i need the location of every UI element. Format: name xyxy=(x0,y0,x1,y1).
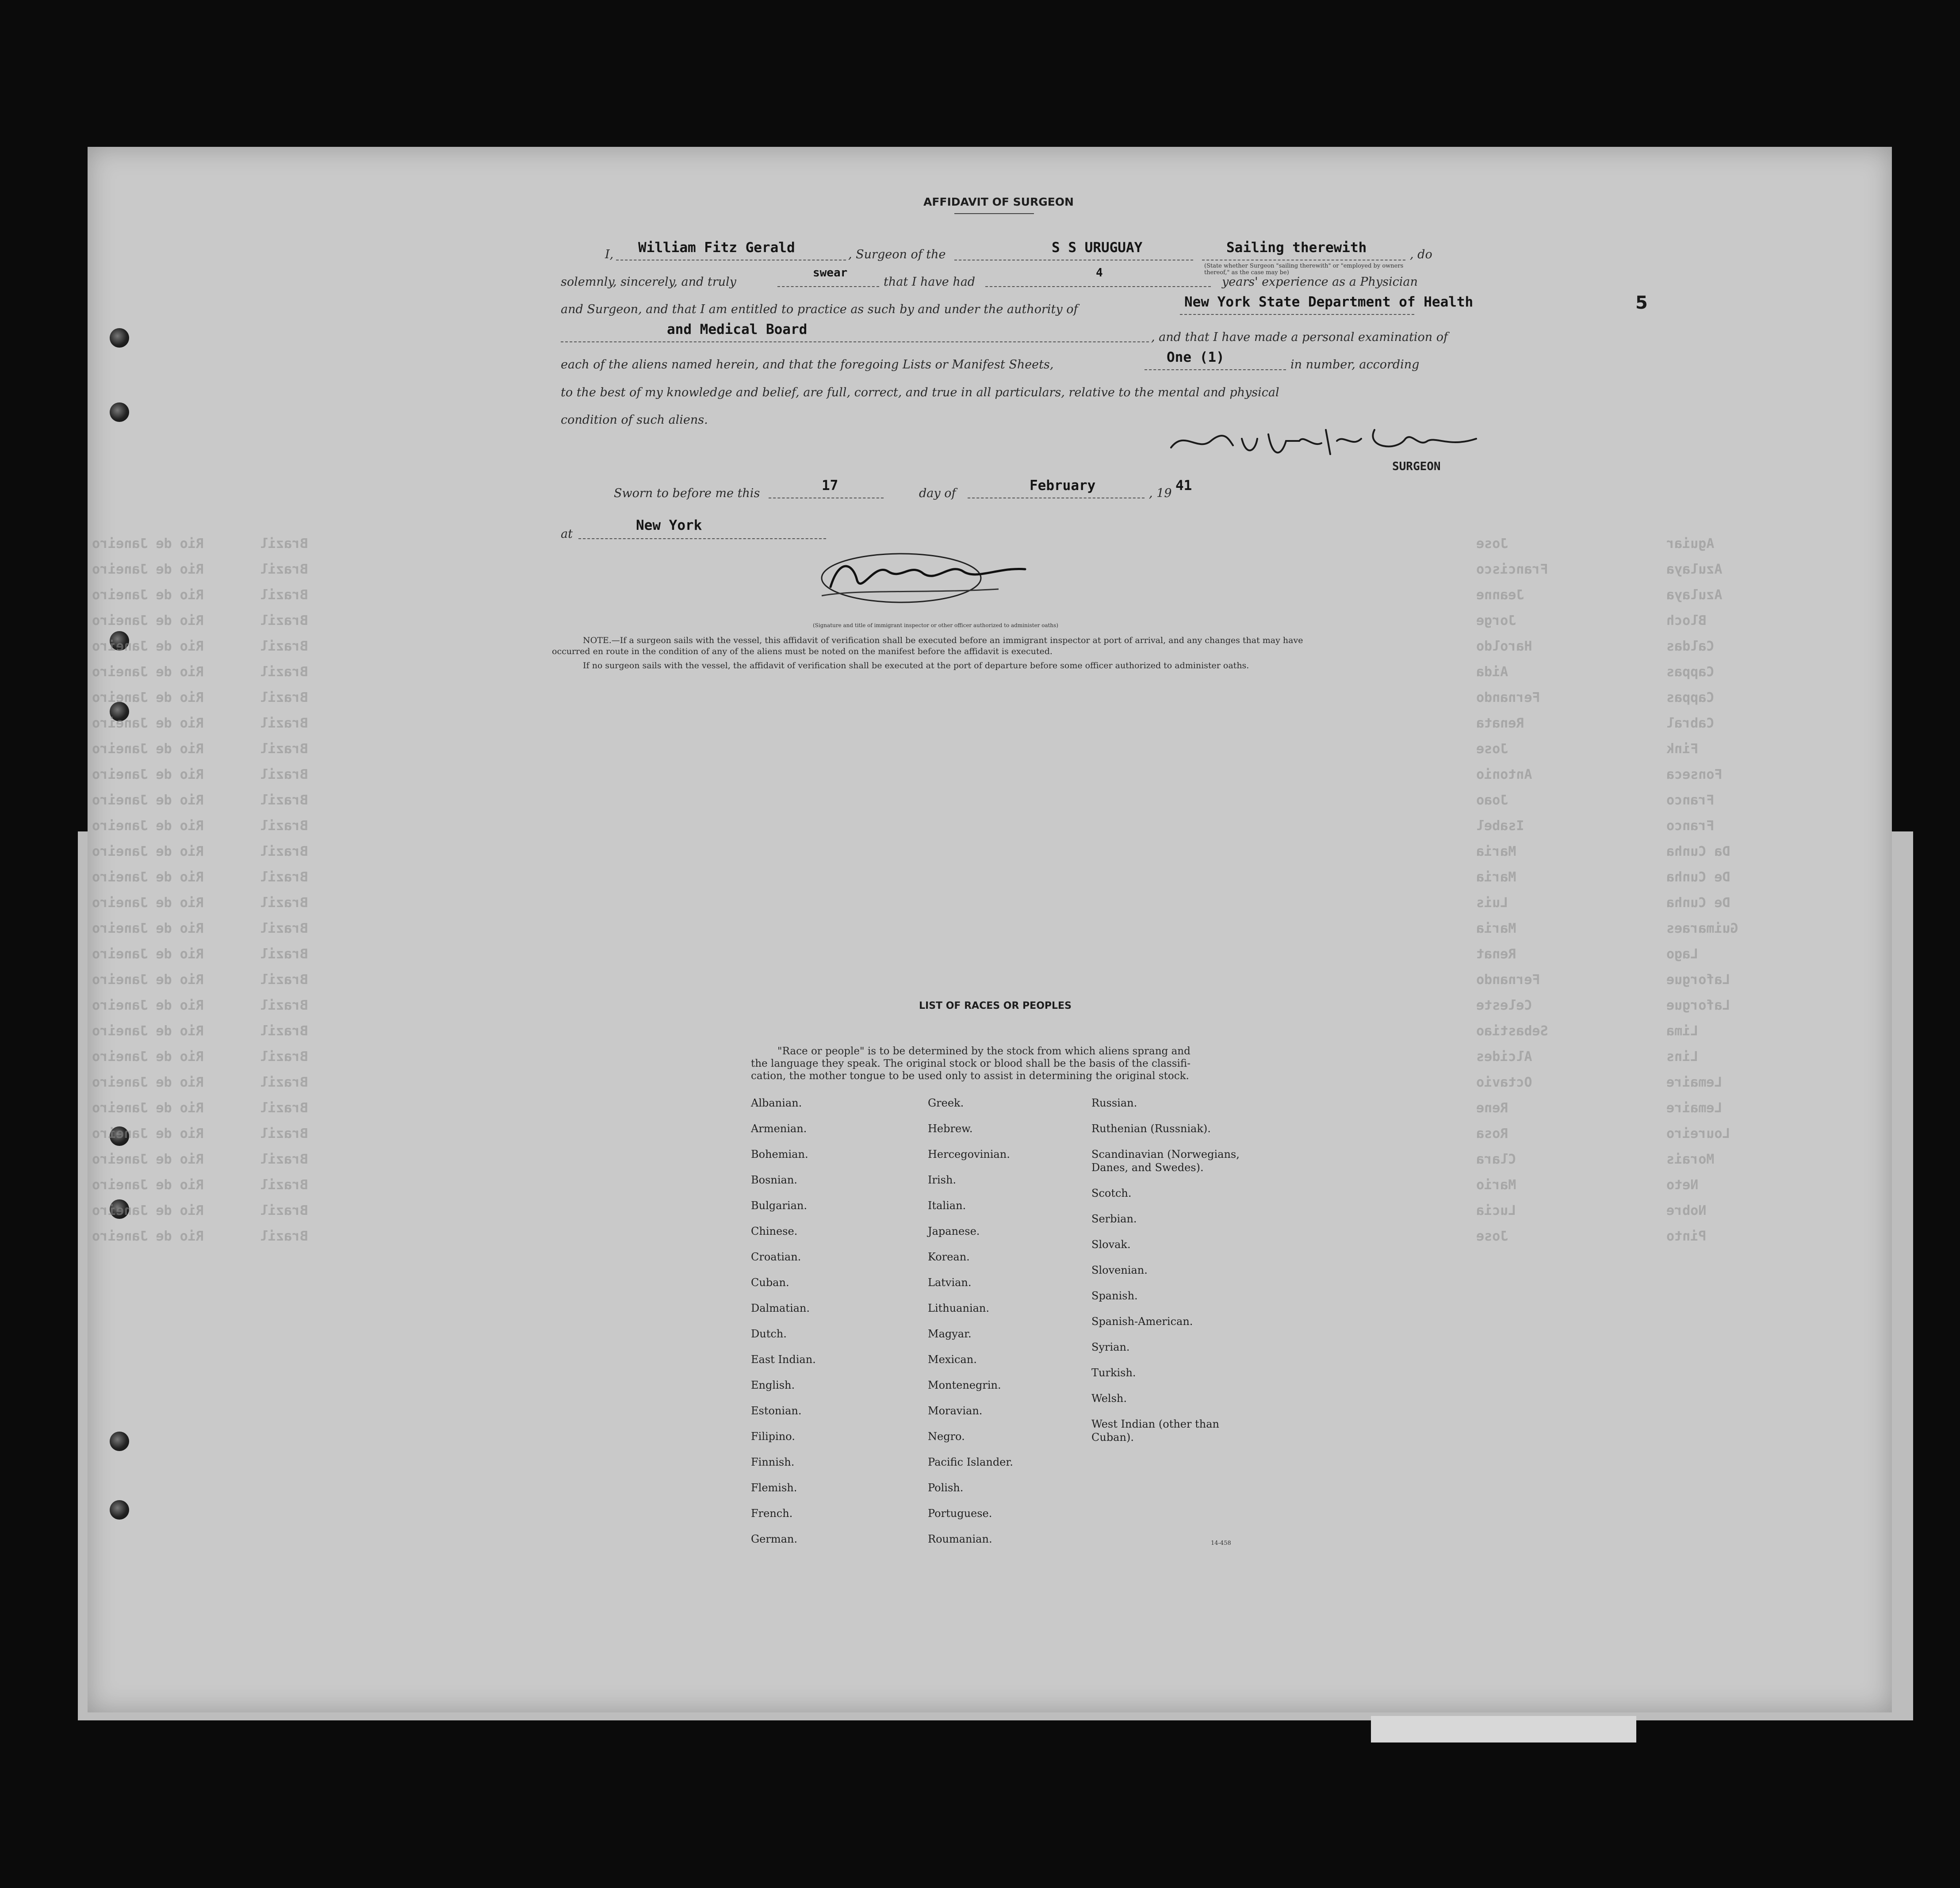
bleed-through-text: Cappas xyxy=(1666,690,1715,705)
race-item: Roumanian. xyxy=(928,1533,992,1545)
bleed-through-text: Cappas xyxy=(1666,664,1715,680)
bleed-through-text: Rio de Janeiro xyxy=(92,895,204,911)
bleed-through-text: Brazil xyxy=(260,741,308,757)
race-item: Lithuanian. xyxy=(928,1302,990,1314)
sheet-count-rule xyxy=(1145,369,1286,370)
bleed-through-text: Laforgue xyxy=(1666,972,1730,988)
line4-text: , and that I have made a personal examination of xyxy=(1151,330,1448,344)
years-rule xyxy=(985,286,1211,287)
punch-hole xyxy=(110,1432,129,1451)
bleed-through-text: Lucia xyxy=(1476,1203,1516,1218)
bleed-through-text: Lima xyxy=(1666,1023,1699,1039)
bleed-through-text: De Cunha xyxy=(1666,895,1730,911)
bleed-through-text: Brazil xyxy=(260,1152,308,1167)
bleed-through-text: Jose xyxy=(1476,1229,1508,1244)
line7-text: condition of such aliens. xyxy=(561,413,708,427)
bleed-through-text: Maria xyxy=(1476,869,1516,885)
bleed-through-text: Brazil xyxy=(260,1023,308,1039)
sheet-count: One (1) xyxy=(1167,349,1225,365)
race-item: Serbian. xyxy=(1091,1213,1137,1225)
bleed-through-text: Rio de Janeiro xyxy=(92,639,204,654)
surgeon-label: SURGEON xyxy=(1392,460,1441,473)
do-text: , do xyxy=(1410,248,1432,261)
years-experience: 4 xyxy=(1096,266,1103,280)
race-item: Moravian. xyxy=(928,1405,983,1417)
race-item: Latvian. xyxy=(928,1276,972,1289)
bleed-through-text: Caldas xyxy=(1666,639,1715,654)
bleed-through-text: Joao xyxy=(1476,793,1508,808)
bleed-through-text: Loureiro xyxy=(1666,1126,1730,1141)
race-item: Welsh. xyxy=(1091,1392,1127,1405)
note-line-3: If no surgeon sails with the vessel, the affidavit of verification shall be executed at the port of departure before some officer authorized to administer oaths. xyxy=(583,661,1249,670)
inspector-signature xyxy=(769,545,1087,611)
bleed-through-text: Rio de Janeiro xyxy=(92,1152,204,1167)
bleed-through-text: Brazil xyxy=(260,639,308,654)
sailing-note: (State whether Surgeon "sailing therewith" or "employed by owners thereof," as the case may be) xyxy=(1204,263,1404,276)
bleed-through-text: Neto xyxy=(1666,1177,1699,1193)
race-item: Spanish-American. xyxy=(1091,1315,1193,1328)
bleed-through-text: Jose xyxy=(1476,741,1508,757)
race-item: Cuban). xyxy=(1091,1431,1134,1444)
race-item: Flemish. xyxy=(751,1482,797,1494)
punch-hole xyxy=(110,402,129,422)
race-item: Armenian. xyxy=(751,1122,807,1135)
bleed-through-text: Lemaire xyxy=(1666,1100,1723,1116)
bleed-through-text: Sebastiao xyxy=(1476,1023,1548,1039)
sailing-status: Sailing therewith xyxy=(1226,240,1367,256)
race-item: German. xyxy=(751,1533,797,1545)
at-text: at xyxy=(561,527,573,541)
bleed-through-text: Brazil xyxy=(260,818,308,834)
bleed-through-text: Franco xyxy=(1666,793,1715,808)
punch-hole xyxy=(110,328,129,348)
bleed-through-text: Brazil xyxy=(260,1075,308,1090)
bleed-through-text: Octavio xyxy=(1476,1075,1532,1090)
affidavit-title: AFFIDAVIT OF SURGEON xyxy=(923,195,1074,208)
bleed-through-text: Rio de Janeiro xyxy=(92,1075,204,1090)
note-line-2: occurred en route in the condition of any of the aliens must be noted on the manifest before the affidavit is executed. xyxy=(552,647,1053,656)
bleed-through-text: Rio de Janeiro xyxy=(92,562,204,577)
bleed-through-text: Maria xyxy=(1476,921,1516,936)
bleed-through-text: Rio de Janeiro xyxy=(92,1126,204,1141)
page-number: 5 xyxy=(1635,293,1648,313)
sworn-text-a: Sworn to before me this xyxy=(614,486,760,500)
title-rule xyxy=(954,213,1034,214)
bleed-through-text: Lins xyxy=(1666,1049,1699,1065)
sworn-day: 17 xyxy=(822,478,838,494)
bleed-through-text: Azulaya xyxy=(1666,587,1723,603)
bleed-through-text: Fink xyxy=(1666,741,1699,757)
race-item: Bulgarian. xyxy=(751,1199,807,1212)
bleed-through-text: Guimaraes xyxy=(1666,921,1738,936)
bleed-through-text: Clara xyxy=(1476,1152,1516,1167)
race-item: Montenegrin. xyxy=(928,1379,1001,1391)
bleed-through-text: Brazil xyxy=(260,895,308,911)
vessel-name: S S URUGUAY xyxy=(1052,240,1143,256)
bleed-through-text: Brazil xyxy=(260,613,308,628)
race-item: Mexican. xyxy=(928,1353,977,1366)
sworn-year: 41 xyxy=(1175,478,1192,494)
bleed-through-text: Rio de Janeiro xyxy=(92,1203,204,1218)
bleed-through-text: Fonseca xyxy=(1666,767,1723,782)
bleed-through-text: Jose xyxy=(1476,536,1508,551)
race-item: Magyar. xyxy=(928,1328,972,1340)
bleed-through-text: Rio de Janeiro xyxy=(92,767,204,782)
bleed-through-text: Brazil xyxy=(260,536,308,551)
sworn-month: February xyxy=(1030,478,1096,494)
race-item: Pacific Islander. xyxy=(928,1456,1013,1468)
race-item: Spanish. xyxy=(1091,1290,1138,1302)
race-item: Chinese. xyxy=(751,1225,798,1237)
oath-rule xyxy=(777,286,879,287)
sworn-text-b: day of xyxy=(919,486,956,500)
race-item: Cuban. xyxy=(751,1276,789,1289)
bleed-through-text: Rio de Janeiro xyxy=(92,690,204,705)
authority-line2: and Medical Board xyxy=(667,322,808,337)
bleed-through-text: Rosa xyxy=(1476,1126,1508,1141)
bleed-through-text: Brazil xyxy=(260,1049,308,1065)
authority-rule-2 xyxy=(561,341,1149,342)
manifest-page xyxy=(88,147,1892,1712)
bleed-through-text: Rio de Janeiro xyxy=(92,664,204,680)
bleed-through-text: Bloch xyxy=(1666,613,1707,628)
race-item: Slovak. xyxy=(1091,1238,1131,1251)
races-intro-3: cation, the mother tongue to be used only to assist in determining the original stock. xyxy=(751,1070,1189,1082)
bleed-through-text: Brazil xyxy=(260,1229,308,1244)
bleed-through-text: Pinto xyxy=(1666,1229,1707,1244)
bleed-through-text: Brazil xyxy=(260,869,308,885)
bleed-through-text: Rio de Janeiro xyxy=(92,1100,204,1116)
race-item: Hercegovinian. xyxy=(928,1148,1010,1160)
race-item: Russian. xyxy=(1091,1097,1137,1109)
race-item: Croatian. xyxy=(751,1251,801,1263)
bleed-through-text: Brazil xyxy=(260,844,308,859)
bleed-through-text: Brazil xyxy=(260,1203,308,1218)
race-item: Bohemian. xyxy=(751,1148,808,1160)
bleed-through-text: Brazil xyxy=(260,946,308,962)
bleed-through-text: Rio de Janeiro xyxy=(92,972,204,988)
bleed-through-text: Brazil xyxy=(260,690,308,705)
bleed-through-text: Brazil xyxy=(260,1100,308,1116)
race-item: Dalmatian. xyxy=(751,1302,810,1314)
bleed-through-text: Rio de Janeiro xyxy=(92,998,204,1013)
bleed-through-text: Rio de Janeiro xyxy=(92,869,204,885)
bleed-through-text: Franco xyxy=(1666,818,1715,834)
bleed-through-text: Renata xyxy=(1476,716,1524,731)
races-intro-2: the language they speak. The original stock or blood shall be the basis of the classifi- xyxy=(751,1058,1191,1069)
bleed-through-text: De Cunha xyxy=(1666,869,1730,885)
place-rule xyxy=(578,538,826,539)
race-item: Greek. xyxy=(928,1097,964,1109)
race-item: Bosnian. xyxy=(751,1174,797,1186)
bleed-through-text: Lemaire xyxy=(1666,1075,1723,1090)
bleed-through-text: Aida xyxy=(1476,664,1508,680)
bleed-through-text: Rio de Janeiro xyxy=(92,587,204,603)
bleed-through-text: Nobre xyxy=(1666,1203,1707,1218)
bleed-through-text: Brazil xyxy=(260,587,308,603)
surgeon-of-text: , Surgeon of the xyxy=(848,248,946,261)
bleed-through-text: Rio de Janeiro xyxy=(92,1229,204,1244)
races-intro-1: "Race or people" is to be determined by the stock from which aliens sprang and xyxy=(777,1045,1191,1057)
line3-text: and Surgeon, and that I am entitled to practice as such by and under the authority of xyxy=(561,303,1078,316)
bleed-through-text: Celeste xyxy=(1476,998,1532,1013)
race-item: Hebrew. xyxy=(928,1122,973,1135)
bleed-through-text: Azulaya xyxy=(1666,562,1723,577)
pre-i-text: I, xyxy=(605,248,614,261)
bleed-through-text: Rio de Janeiro xyxy=(92,921,204,936)
line2-text-c: years' experience as a Physician xyxy=(1222,275,1418,289)
bleed-through-text: Brazil xyxy=(260,972,308,988)
paper-edge-slip xyxy=(1371,1716,1636,1742)
bleed-through-text: Laforgue xyxy=(1666,998,1730,1013)
bleed-through-text: Morais xyxy=(1666,1152,1715,1167)
bleed-through-text: Brazil xyxy=(260,998,308,1013)
bleed-through-text: Isabel xyxy=(1476,818,1524,834)
bleed-through-text: Jeanne xyxy=(1476,587,1524,603)
authority-line1: New York State Department of Health xyxy=(1184,294,1474,310)
bleed-through-text: Renat xyxy=(1476,946,1516,962)
race-item: Portuguese. xyxy=(928,1507,992,1520)
note-line-1: NOTE.—If a surgeon sails with the vessel, this affidavit of verification shall be executed before an immigrant inspector at port of arrival, and any changes that may have xyxy=(583,636,1303,645)
race-item: Finnish. xyxy=(751,1456,795,1468)
bleed-through-text: Aguiar xyxy=(1666,536,1715,551)
bleed-through-text: Rio de Janeiro xyxy=(92,946,204,962)
line5-text-a: each of the aliens named herein, and that the foregoing Lists or Manifest Sheets, xyxy=(561,358,1054,371)
race-item: Filipino. xyxy=(751,1430,795,1443)
sworn-place: New York xyxy=(636,517,702,533)
race-item: Dutch. xyxy=(751,1328,787,1340)
bleed-through-text: Antonio xyxy=(1476,767,1532,782)
race-item: Syrian. xyxy=(1091,1341,1130,1353)
surgeon-name: William Fitz Gerald xyxy=(638,240,795,256)
race-item: Albanian. xyxy=(751,1097,802,1109)
line6-text: to the best of my knowledge and belief, are full, correct, and true in all particulars, relative to the mental and physical xyxy=(561,386,1279,399)
race-item: Scandinavian (Norwegians, xyxy=(1091,1148,1240,1160)
race-item: East Indian. xyxy=(751,1353,816,1366)
race-item: Danes, and Swedes). xyxy=(1091,1161,1204,1174)
bleed-through-text: Alcides xyxy=(1476,1049,1532,1065)
bleed-through-text: Rene xyxy=(1476,1100,1508,1116)
race-item: Irish. xyxy=(928,1174,957,1186)
race-item: Estonian. xyxy=(751,1405,802,1417)
bleed-through-text: Rio de Janeiro xyxy=(92,613,204,628)
race-item: Scotch. xyxy=(1091,1187,1132,1199)
bleed-through-text: Brazil xyxy=(260,664,308,680)
form-number: 14-458 xyxy=(1211,1540,1231,1547)
races-title: LIST OF RACES OR PEOPLES xyxy=(919,1000,1072,1011)
bleed-through-text: Rio de Janeiro xyxy=(92,1023,204,1039)
line2-text-b: that I have had xyxy=(884,275,976,289)
punch-hole xyxy=(110,1500,129,1520)
line5-text-b: in number, according xyxy=(1290,358,1420,371)
bleed-through-text: Rio de Janeiro xyxy=(92,1049,204,1065)
bleed-through-text: Brazil xyxy=(260,767,308,782)
bleed-through-text: Rio de Janeiro xyxy=(92,844,204,859)
race-item: Negro. xyxy=(928,1430,965,1443)
race-item: Ruthenian (Russniak). xyxy=(1091,1122,1211,1135)
bleed-through-text: Brazil xyxy=(260,1177,308,1193)
race-item: Italian. xyxy=(928,1199,966,1212)
bleed-through-text: Maria xyxy=(1476,844,1516,859)
bleed-through-text: Lago xyxy=(1666,946,1699,962)
bleed-through-text: Brazil xyxy=(260,1126,308,1141)
bleed-through-text: Brazil xyxy=(260,716,308,731)
bleed-through-text: Rio de Janeiro xyxy=(92,536,204,551)
bleed-through-text: Francisco xyxy=(1476,562,1548,577)
bleed-through-text: Rio de Janeiro xyxy=(92,793,204,808)
race-item: Polish. xyxy=(928,1482,964,1494)
bleed-through-text: Mario xyxy=(1476,1177,1516,1193)
bleed-through-text: Fernando xyxy=(1476,972,1540,988)
bleed-through-text: Da Cunha xyxy=(1666,844,1730,859)
race-item: French. xyxy=(751,1507,793,1520)
bleed-through-text: Rio de Janeiro xyxy=(92,1177,204,1193)
oath-type: swear xyxy=(813,266,848,280)
bleed-through-text: Haroldo xyxy=(1476,639,1532,654)
race-item: Slovenian. xyxy=(1091,1264,1148,1276)
bleed-through-text: Fernando xyxy=(1476,690,1540,705)
bleed-through-text: Luis xyxy=(1476,895,1508,911)
bleed-through-text: Rio de Janeiro xyxy=(92,741,204,757)
authority-rule-1 xyxy=(1180,314,1414,315)
bleed-through-text: Cabral xyxy=(1666,716,1715,731)
bleed-through-text: Rio de Janeiro xyxy=(92,818,204,834)
bleed-through-text: Brazil xyxy=(260,793,308,808)
bleed-through-text: Brazil xyxy=(260,921,308,936)
race-item: Japanese. xyxy=(928,1225,980,1237)
bleed-through-text: Rio de Janeiro xyxy=(92,716,204,731)
sworn-text-c: , 19 xyxy=(1149,486,1172,500)
surgeon-signature xyxy=(1167,421,1485,461)
line2-text-a: solemnly, sincerely, and truly xyxy=(561,275,736,289)
inspector-sig-caption: (Signature and title of immigrant inspector or other officer authorized to administer oaths) xyxy=(813,622,1058,628)
race-item: English. xyxy=(751,1379,795,1391)
race-item: Korean. xyxy=(928,1251,970,1263)
race-item: West Indian (other than xyxy=(1091,1418,1219,1430)
bleed-through-text: Brazil xyxy=(260,562,308,577)
race-item: Turkish. xyxy=(1091,1367,1136,1379)
bleed-through-text: Jorge xyxy=(1476,613,1516,628)
